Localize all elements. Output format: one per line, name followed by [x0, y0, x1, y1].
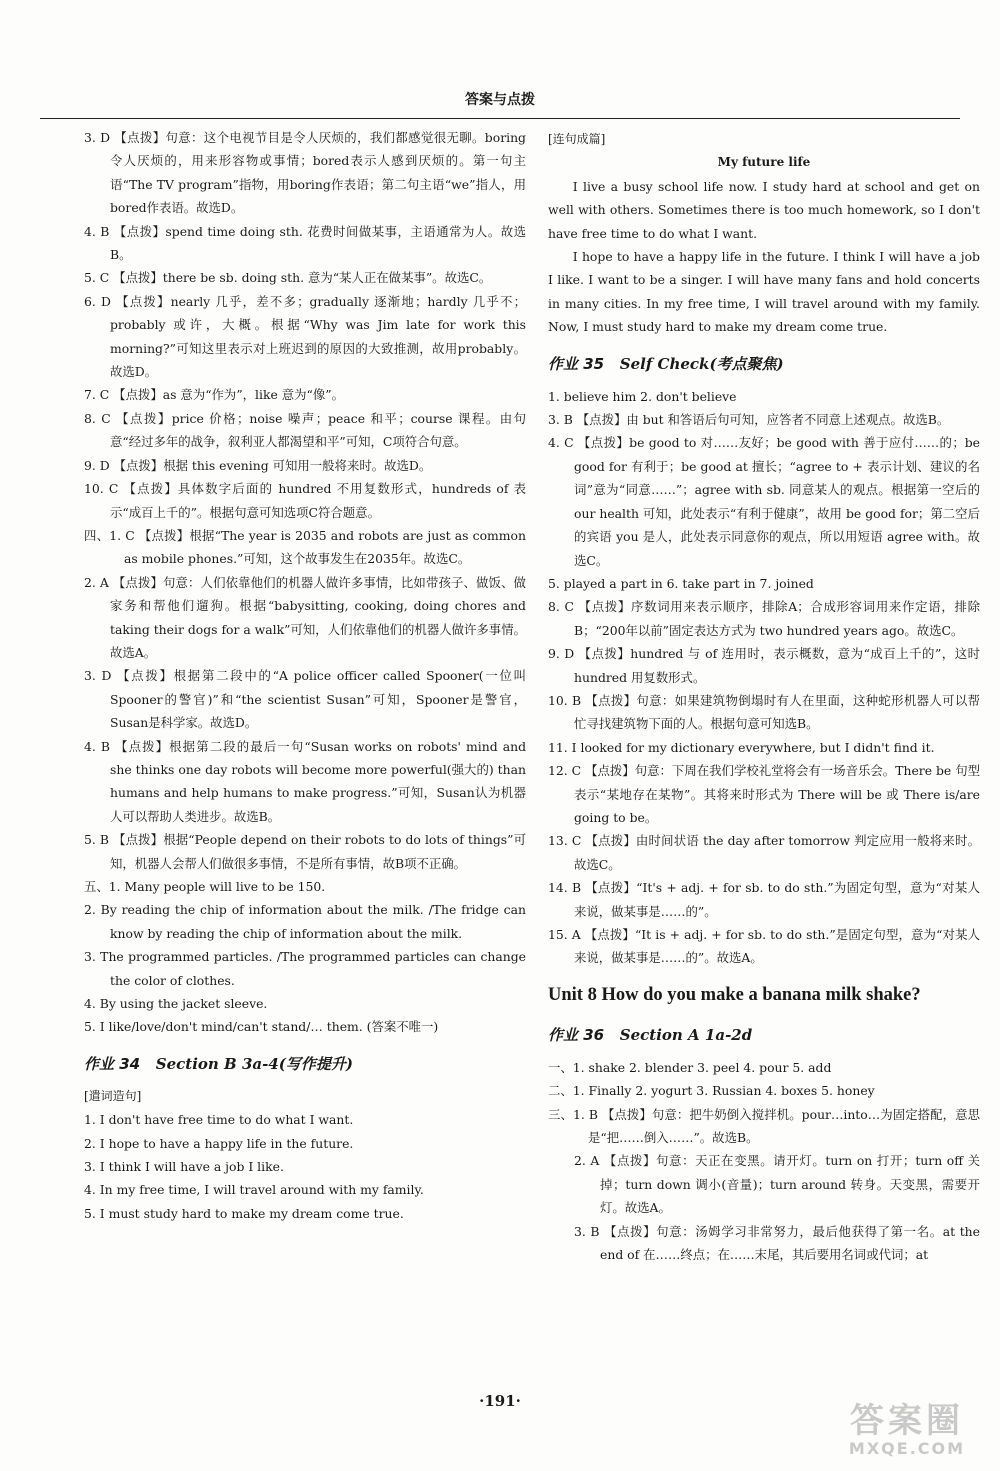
answer-item: 8. C 【点拨】序数词用来表示顺序，排除A；合成形容词用来作定语，排除B；“200年以前”固定表达方式为 two hundred years ago。故选C。 — [548, 599, 980, 638]
section-35-prefix: 作业 35 — [548, 354, 605, 373]
section-36-prefix: 作业 36 — [548, 1025, 605, 1044]
answer-item: 二、1. Finally 2. yogurt 3. Russian 4. boxes 5. honey — [548, 1083, 875, 1099]
answer-item: 15. A 【点拨】“It is + adj. + for sb. to do sth.”是固定句型，意为“对某人来说，做某事是……的”。故选A。 — [548, 927, 980, 966]
answer-item: 2. I hope to have a happy life in the future. — [84, 1135, 354, 1151]
section-34-subheading: [遣词造句] — [84, 1088, 142, 1103]
answer-item: 5. I must study hard to make my dream come true. — [84, 1205, 404, 1221]
answer-item: 五、1. Many people will live to be 150. — [84, 879, 326, 894]
answer-item: 2. By reading the chip of information about the milk. /The fridge can know by reading the chip of information about the milk. — [84, 902, 526, 941]
answer-item: 四、1. C 【点拨】根据“The year is 2035 and robots are just as common as mobile phones.”可知，这个故事发生在2035年。故选C。 — [84, 527, 526, 567]
answer-item: 5. C 【点拨】there be sb. doing sth. 意为“某人正在做某事”。故选C。 — [84, 270, 492, 286]
answer-item: 4. B 【点拨】spend time doing sth. 花费时间做某事，主语通常为人。故选B。 — [84, 223, 526, 263]
section-35-title — [548, 351, 980, 377]
page-number: ·191· — [479, 1392, 521, 1410]
answer-item: 1. I don't have free time to do what I want. — [84, 1112, 354, 1128]
answer-item: 1. believe him 2. don't believe — [548, 388, 737, 404]
answer-item: 8. C 【点拨】price 价格；noise 噪声；peace 和平；course 课程。由句意“经过多年的战争，叙利亚人都渴望和平”可知，C项符合句意。 — [84, 410, 526, 450]
answer-item: 三、1. B 【点拨】句意：把牛奶倒入搅拌机。pour…into…为固定搭配，意思是“把……倒入……”。故选B。 — [548, 1106, 980, 1146]
answer-item: 2. A 【点拨】句意：天正在变黑。请开灯。turn on 打开；turn off 关掉；turn down 调小(音量)；turn around 转身。天变黑，需要开灯。故选A。 — [574, 1153, 980, 1216]
site-watermark-logo — [832, 1402, 982, 1458]
section-35-name: Self Check(考点聚焦) — [619, 354, 784, 373]
answer-item: 4. In my free time, I will travel around with my family. — [84, 1182, 424, 1198]
essay-subheading: [连句成篇] — [548, 132, 606, 146]
answer-item: 5. I like/love/don't mind/can't stand/… them. (答案不唯一) — [84, 1019, 439, 1035]
answer-item: 14. B 【点拨】“It's + adj. + for sb. to do sth.”为固定句型，意为“对某人来说，做某事是……的”。 — [548, 880, 980, 919]
answer-item: 7. C 【点拨】as 意为“作为”，like 意为“像”。 — [84, 387, 344, 403]
answer-item: 5. B 【点拨】根据“People depend on their robots to do lots of things”可知，机器人会帮人们做很多事情，不是所有事情，故B项不正确。 — [84, 832, 526, 871]
answer-item: 11. I looked for my dictionary everywhere, but I didn't find it. — [548, 739, 935, 755]
answer-item: 3. D 【点拨】句意：这个电视节目是令人厌烦的，我们都感觉很无聊。boring令人厌烦的，用来形容物或事情；bored表示人感到厌烦的。第一句主语“The TV program”指物，用boring作表语；第二句主语“we”指人，用bored作表语。故选D。 — [84, 130, 526, 216]
answers-unit7-part3 — [84, 126, 526, 524]
answer-item: 6. D 【点拨】nearly 几乎，差不多；gradually 逐渐地；hardly 几乎不；probably 或许，大概。根据“Why was Jim late for work this morning?”可知这里表示对上班迟到的原因的大致推测，故用probably。故选D。 — [84, 293, 526, 380]
answer-item: 3. D 【点拨】根据第二段中的“A police officer called Spooner(一位叫Spooner的警官)”和“the scientist Susan”可知，Spooner是警官，Susan是科学家。故选D。 — [84, 668, 526, 731]
answer-item: 10. B 【点拨】句意：如果建筑物倒塌时有人在里面，这种蛇形机器人可以帮忙寻找建筑物下面的人。根据句意可知选B。 — [548, 692, 980, 732]
answer-item: 3. B 【点拨】句意：汤姆学习非常努力，最后他获得了第一名。at the end of 在……终点；在……末尾，其后要用名词或代词；at — [574, 1223, 980, 1263]
section-34-name: Section B 3a-4(写作提升) — [155, 1054, 353, 1073]
right-column — [548, 126, 980, 1266]
answer-item: 3. I think I will have a job I like. — [84, 1159, 284, 1175]
answers-unit7-part5 — [84, 875, 526, 1039]
answer-item: 2. A 【点拨】句意：人们依靠他们的机器人做许多事情，比如带孩子、做饭、做家务和帮他们遛狗。根据“babysitting, cooking, doing chores and taking their dogs for a walk”可知，人们依靠他们的机器人做许多事情。故选A。 — [84, 574, 526, 660]
watermark-line-1: 答案圈 — [850, 1401, 964, 1441]
answer-item: 一、1. shake 2. blender 3. peel 4. pour 5. add — [548, 1059, 832, 1075]
answer-item: I hope to have a happy life in the future. I think I will have a job I like. I want to be a singer. I will have many fans and hold concerts in many cities. In my free time, I will travel around with my family. Now, I must study hard to make my dream come true. — [548, 249, 980, 335]
answer-item: 9. D 【点拨】根据 this evening 可知用一般将来时。故选D。 — [84, 457, 432, 473]
page-header: 答案与点拨 — [40, 82, 960, 119]
watermark-line-2: MXQE.COM — [848, 1439, 966, 1458]
answer-item: 3. B 【点拨】由 but 和答语后句可知，应答者不同意上述观点。故选B。 — [548, 412, 950, 428]
answer-item: 9. D 【点拨】hundred 与 of 连用时，表示概数，意为“成百上千的”，这时 hundred 用复数形式。 — [548, 646, 980, 685]
answer-item: 12. C 【点拨】句意：下周在我们学校礼堂将会有一场音乐会。There be 句型表示“某地存在某物”。其将来时形式为 There will be 或 There is/are going to be。 — [548, 763, 980, 825]
section-36-answers-a — [548, 1056, 980, 1150]
essay-body — [548, 175, 980, 339]
answer-item: 4. By using the jacket sleeve. — [84, 996, 268, 1012]
answer-item: I live a busy school life now. I study hard at school and get on well with others. Sometimes there is too much homework, so I don't have free time to do what I want. — [548, 178, 980, 241]
answer-item: 4. C 【点拨】be good to 对……友好；be good with 善于应付……的；be good for 有利于；be good at 擅长；“agree to + 表示计划、建议的名词”意为“同意……”；agree with sb. 同意某人的观点。根据第一空后的 our health 可知，此处表示“有利于健康”，故用 be good for；第二空后的宾语 you 是人，此处表示同意你的观点，所以用短语 agree with。故选C。 — [548, 435, 980, 568]
answers-unit7-part4 — [84, 524, 526, 875]
essay-title: My future life — [717, 155, 811, 170]
section-36-title — [548, 1022, 980, 1048]
answer-item: 13. C 【点拨】由时间状语 the day after tomorrow 判定应用一般将来时。故选C。 — [548, 833, 980, 872]
answer-item: 10. C 【点拨】具体数字后面的 hundred 不用复数形式，hundreds of 表示“成百上千的”。根据句意可知选项C符合题意。 — [84, 481, 526, 520]
section-34-prefix: 作业 34 — [84, 1054, 141, 1073]
answer-item: 3. The programmed particles. /The programmed particles can change the color of clothes. — [84, 949, 526, 988]
answer-item: 5. played a part in 6. take part in 7. joined — [548, 575, 814, 591]
unit-8-title: Unit 8 How do you make a banana milk shake? — [548, 984, 921, 1005]
section-34-sentences — [84, 1108, 526, 1225]
section-36-name: Section A 1a-2d — [619, 1025, 753, 1044]
section-35-answers — [548, 385, 980, 970]
section-36-answers-b — [548, 1149, 980, 1266]
answer-item: 4. B 【点拨】根据第二段的最后一句“Susan works on robots' mind and she thinks one day robots will become more powerful(强大的) than humans and help humans to make progress.”可知，Susan认为机器人可以帮助人类进步。故选B。 — [84, 738, 526, 824]
left-column — [84, 126, 526, 1225]
section-34-title — [84, 1051, 526, 1077]
